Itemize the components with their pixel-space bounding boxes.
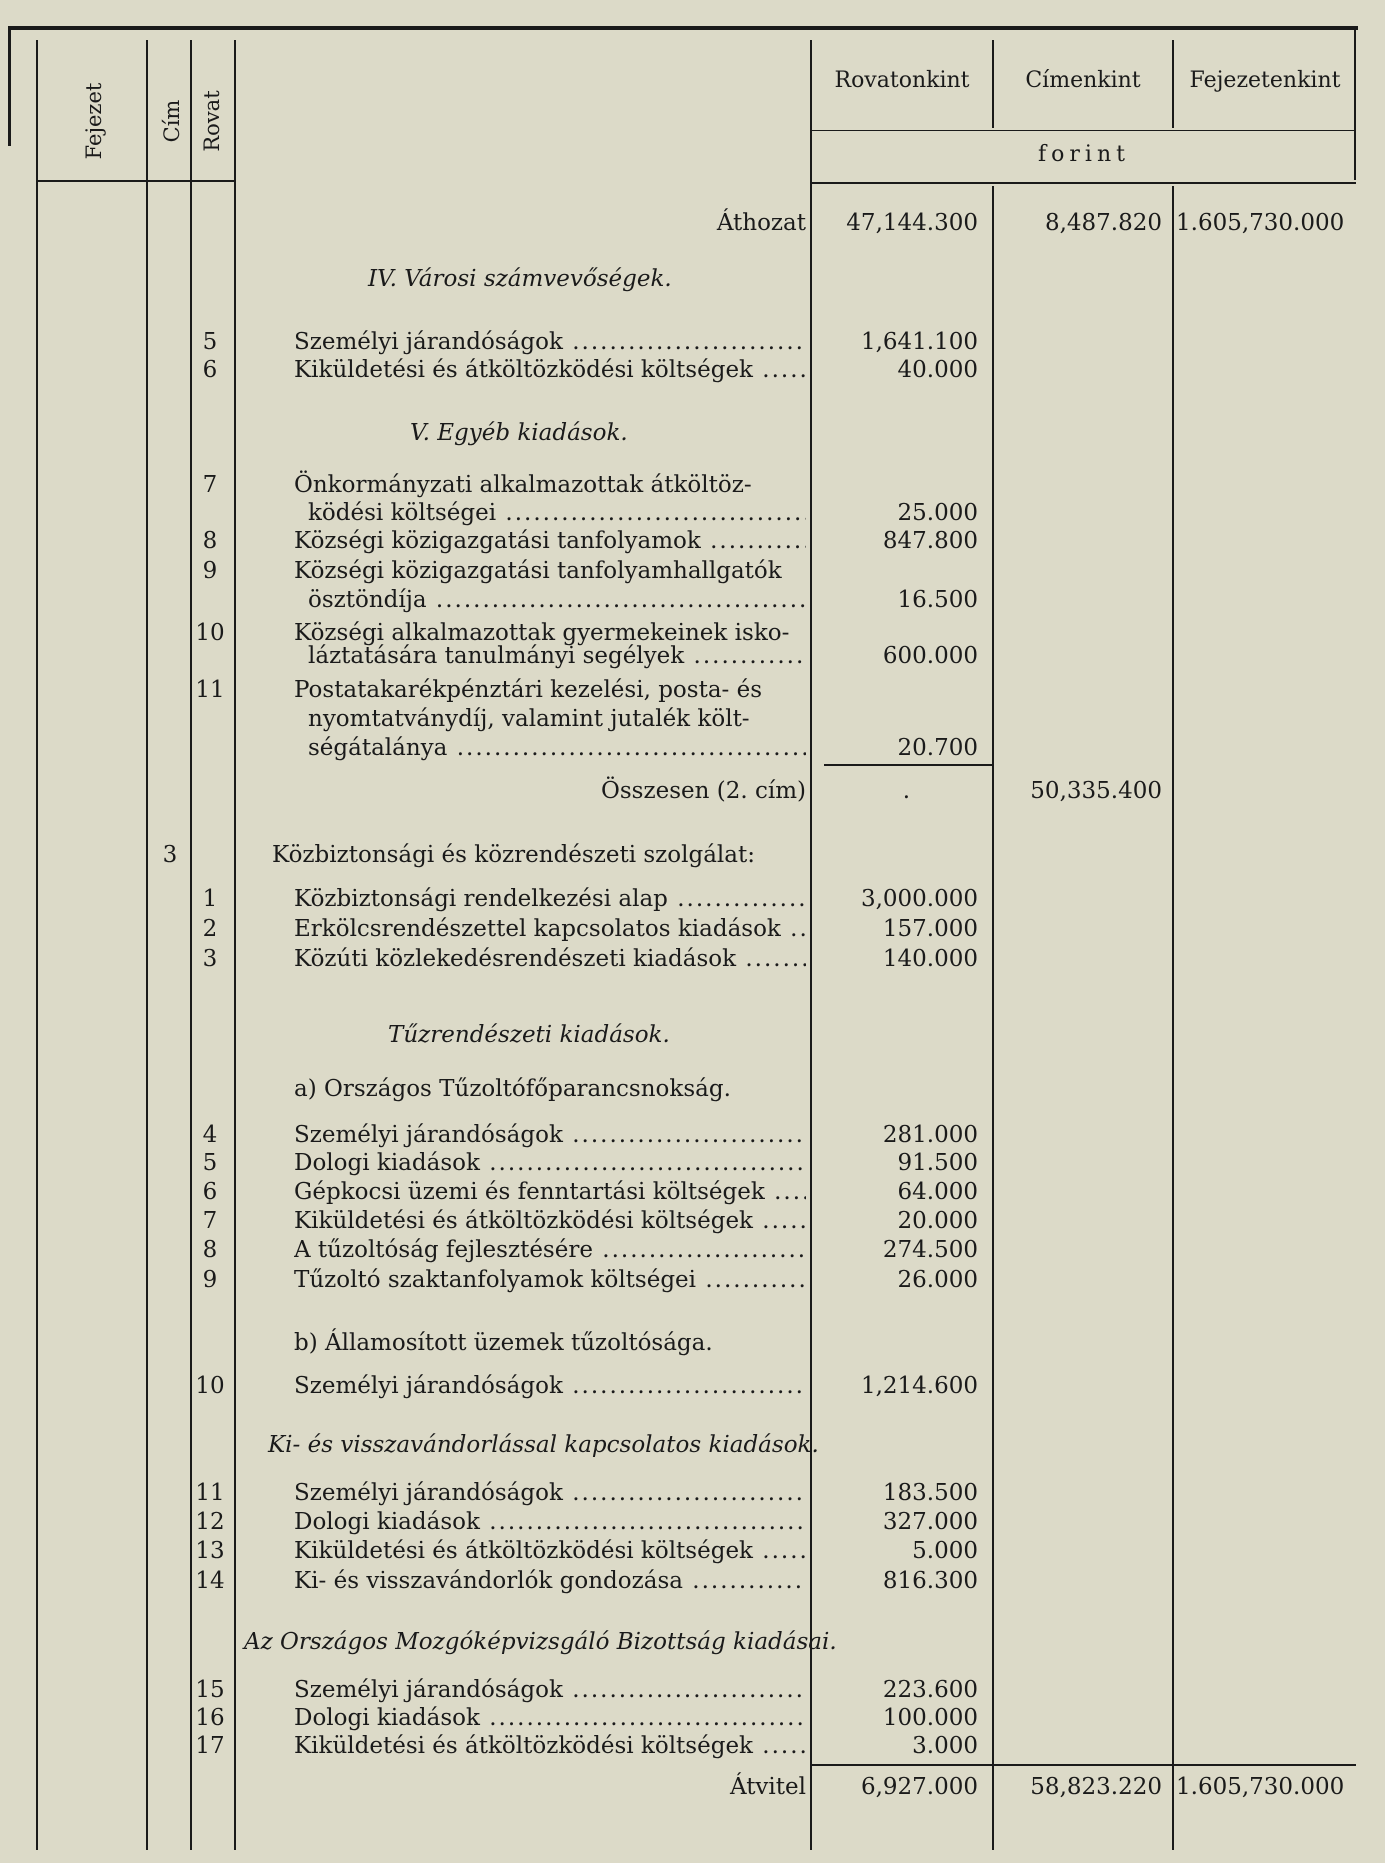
item-row: [0, 1507, 1385, 1538]
item-row: [0, 914, 1385, 945]
header-cimenkint: Címenkint: [1025, 68, 1141, 93]
section-title: Tűzrendészeti kiadások.: [388, 1022, 670, 1048]
item-row-continued: [0, 641, 1385, 672]
subheading: [0, 1328, 1385, 1359]
item-row: [0, 944, 1385, 975]
item-label: Kiküldetési és átköltözködési költségek .....: [294, 1536, 806, 1567]
header-bottom-rule-right: [810, 182, 1356, 184]
item-value: 274.500: [882, 1237, 978, 1263]
item-label: Községi közigazgatási tanfolyamhallgatók: [294, 558, 782, 584]
top-rule: [8, 26, 1358, 30]
rovat-number: 6: [202, 357, 218, 383]
rovat-number: 7: [202, 1208, 218, 1234]
athozat-row: [0, 208, 1385, 239]
item-value: 64.000: [897, 1179, 978, 1205]
header-fejezetenkint: Fejezetenkint: [1189, 68, 1341, 93]
rovat-number: 6: [202, 1179, 218, 1205]
item-row: [0, 1235, 1385, 1266]
left-border: [8, 26, 11, 146]
item-label: Személyi járandóságok .....: [294, 1120, 806, 1151]
subheading-label: a) Országos Tűzoltófőparancsnokság.: [294, 1076, 731, 1102]
item-value: 40.000: [897, 357, 978, 383]
athozat-label: Áthozat: [716, 210, 806, 236]
header-unit: forint: [1038, 142, 1130, 167]
item-value: 1,641.100: [860, 329, 978, 355]
item-row: [0, 1675, 1385, 1706]
rovat-number: 15: [195, 1677, 225, 1703]
rovat-number: 10: [195, 1373, 225, 1399]
header-mid-rule: [810, 130, 1356, 131]
item-value: 91.500: [897, 1150, 978, 1176]
rovat-number: 11: [195, 1480, 225, 1506]
item-label: Községi közigazgatási tanfolyamok .....: [294, 526, 806, 557]
item-value: 327.000: [882, 1509, 978, 1535]
item-label: Személyi járandóságok .....: [294, 1675, 806, 1706]
athozat-cimenkint: 8,487.820: [1044, 210, 1162, 236]
item-label: ösztöndíja .....: [308, 585, 806, 616]
cim-number: 3: [162, 842, 178, 868]
carry-rule: [812, 1764, 1356, 1766]
rovat-number: 5: [202, 1150, 218, 1176]
item-row: [0, 556, 1385, 587]
total-label: Összesen (2. cím): [601, 778, 806, 804]
item-value: 816.300: [882, 1568, 978, 1594]
rovat-number: 16: [195, 1705, 225, 1731]
item-value: 223.600: [882, 1677, 978, 1703]
item-row: [0, 1703, 1385, 1734]
item-row: [0, 526, 1385, 557]
item-value: 20.700: [897, 735, 978, 761]
item-label: Ki- és visszavándorlók gondozása .....: [294, 1566, 806, 1597]
item-row-continued: [0, 585, 1385, 616]
item-value: 5.000: [912, 1538, 978, 1564]
item-value: 16.500: [897, 587, 978, 613]
item-row: [0, 884, 1385, 915]
rovat-number: 9: [202, 1267, 218, 1293]
item-row: [0, 1120, 1385, 1151]
item-label: Személyi járandóságok .....: [294, 1478, 806, 1509]
item-row: [0, 1536, 1385, 1567]
item-value: 25.000: [897, 500, 978, 526]
item-value: 600.000: [882, 643, 978, 669]
item-value: 3.000: [912, 1733, 978, 1759]
item-value: 157.000: [882, 916, 978, 942]
subheading-label: b) Államosított üzemek tűzoltósága.: [294, 1330, 713, 1356]
item-row: [0, 470, 1385, 501]
section-heading: [0, 418, 1385, 449]
header-rovat: Rovat: [200, 90, 224, 152]
item-value: 183.500: [882, 1480, 978, 1506]
item-row-continued: [0, 733, 1385, 764]
item-row: [0, 1265, 1385, 1296]
section-title: V. Egyéb kiadások.: [410, 420, 628, 446]
section-title: Ki- és visszavándorlással kapcsolatos kiadások.: [268, 1432, 819, 1458]
item-label: Gépkocsi üzemi és fenntartási költségek .....: [294, 1177, 806, 1208]
item-label: Közúti közlekedésrendészeti kiadások .....: [294, 944, 806, 975]
item-row: [0, 1206, 1385, 1237]
item-row: [0, 1177, 1385, 1208]
item-label: Erkölcsrendészettel kapcsolatos kiadások .....: [294, 914, 806, 945]
item-row: [0, 1371, 1385, 1402]
item-label: A tűzoltóság fejlesztésére .....: [294, 1235, 806, 1266]
atvitel-fejezetenkint: 1.605,730.000: [1176, 1774, 1345, 1800]
section-heading: [0, 1627, 1385, 1658]
rovat-number: 14: [195, 1568, 225, 1594]
item-value: 847.800: [882, 528, 978, 554]
item-label: Tűzoltó szaktanfolyamok költségei .....: [294, 1265, 806, 1296]
item-row: [0, 355, 1385, 386]
rovat-number: 11: [195, 677, 225, 703]
rovat-number: 10: [195, 620, 225, 646]
item-value: 140.000: [882, 946, 978, 972]
item-row-continued: [0, 704, 1385, 735]
rovat-number: 1: [202, 886, 218, 912]
item-label: Kiküldetési és átköltözködési költségek .....: [294, 355, 806, 386]
atvitel-cimenkint: 58,823.220: [1030, 1774, 1162, 1800]
rovat-number: 13: [195, 1538, 225, 1564]
item-label: ködési költségei .....: [308, 498, 806, 529]
item-value: 281.000: [882, 1122, 978, 1148]
rovat-number: 12: [195, 1509, 225, 1535]
header-bottom-rule: [36, 180, 236, 182]
item-label: nyomtatványdíj, valamint jutalék költ-: [308, 706, 750, 732]
section-heading: [0, 1020, 1385, 1051]
total-cimenkint: 50,335.400: [1030, 778, 1162, 804]
item-label: láztatására tanulmányi segélyek .....: [308, 641, 806, 672]
item-label: Önkormányzati alkalmazottak átköltöz-: [294, 472, 752, 498]
item-row: [0, 327, 1385, 358]
rovat-number: 9: [202, 558, 218, 584]
rovat-number: 2: [202, 916, 218, 942]
section-title: Az Országos Mozgóképvizsgáló Bizottság kiadásai.: [244, 1629, 837, 1655]
header-cim: Cím: [160, 99, 184, 143]
rovat-number: 8: [202, 1237, 218, 1263]
section-title: IV. Városi számvevőségek.: [368, 266, 672, 292]
item-label: Kiküldetési és átköltözködési költségek .....: [294, 1731, 806, 1762]
section-heading: [0, 264, 1385, 295]
item-label: Községi alkalmazottak gyermekeinek isko-: [294, 620, 790, 646]
item-label: Dologi kiadások .....: [294, 1148, 806, 1179]
item-label: Személyi járandóságok .....: [294, 327, 806, 358]
total-row: [0, 776, 1385, 807]
item-value: 20.000: [897, 1208, 978, 1234]
item-label: Dologi kiadások .....: [294, 1703, 806, 1734]
cim-title: Közbiztonsági és közrendészeti szolgálat:: [272, 842, 755, 868]
header-rovatonkint: Rovatonkint: [834, 68, 970, 93]
rovat-number: 5: [202, 329, 218, 355]
rovat-number: 8: [202, 528, 218, 554]
item-value: 100.000: [882, 1705, 978, 1731]
item-row: [0, 1148, 1385, 1179]
item-row: [0, 1478, 1385, 1509]
rovat-number: 3: [202, 946, 218, 972]
item-label: Dologi kiadások .....: [294, 1507, 806, 1538]
atvitel-rovatonkint: 6,927.000: [860, 1774, 978, 1800]
cim-row: [0, 840, 1385, 871]
rovat-number: 4: [202, 1122, 218, 1148]
item-row-continued: [0, 498, 1385, 529]
subtotal-rule: [824, 764, 992, 766]
item-value: 26.000: [897, 1267, 978, 1293]
subheading: [0, 1074, 1385, 1105]
atvitel-label: Átvitel: [729, 1774, 806, 1800]
athozat-fejezetenkint: 1.605,730.000: [1176, 210, 1345, 236]
rovat-number: 17: [195, 1733, 225, 1759]
rovat-number: 7: [202, 472, 218, 498]
item-label: Közbiztonsági rendelkezési alap .....: [294, 884, 806, 915]
header-fejezet: Fejezet: [82, 82, 106, 160]
item-row: [0, 1566, 1385, 1597]
total-mark: .: [902, 778, 910, 804]
section-heading: [0, 1430, 1385, 1461]
item-label: Személyi járandóságok .....: [294, 1371, 806, 1402]
athozat-rovatonkint: 47,144.300: [846, 210, 978, 236]
atvitel-row: [0, 1772, 1385, 1803]
item-label: Kiküldetési és átköltözködési költségek .....: [294, 1206, 806, 1237]
item-value: 1,214.600: [860, 1373, 978, 1399]
item-row: [0, 675, 1385, 706]
item-value: 3,000.000: [860, 886, 978, 912]
item-row: [0, 1731, 1385, 1762]
item-label: Postatakarékpénztári kezelési, posta- és: [294, 677, 763, 703]
item-label: ségátalánya .....: [308, 733, 806, 764]
